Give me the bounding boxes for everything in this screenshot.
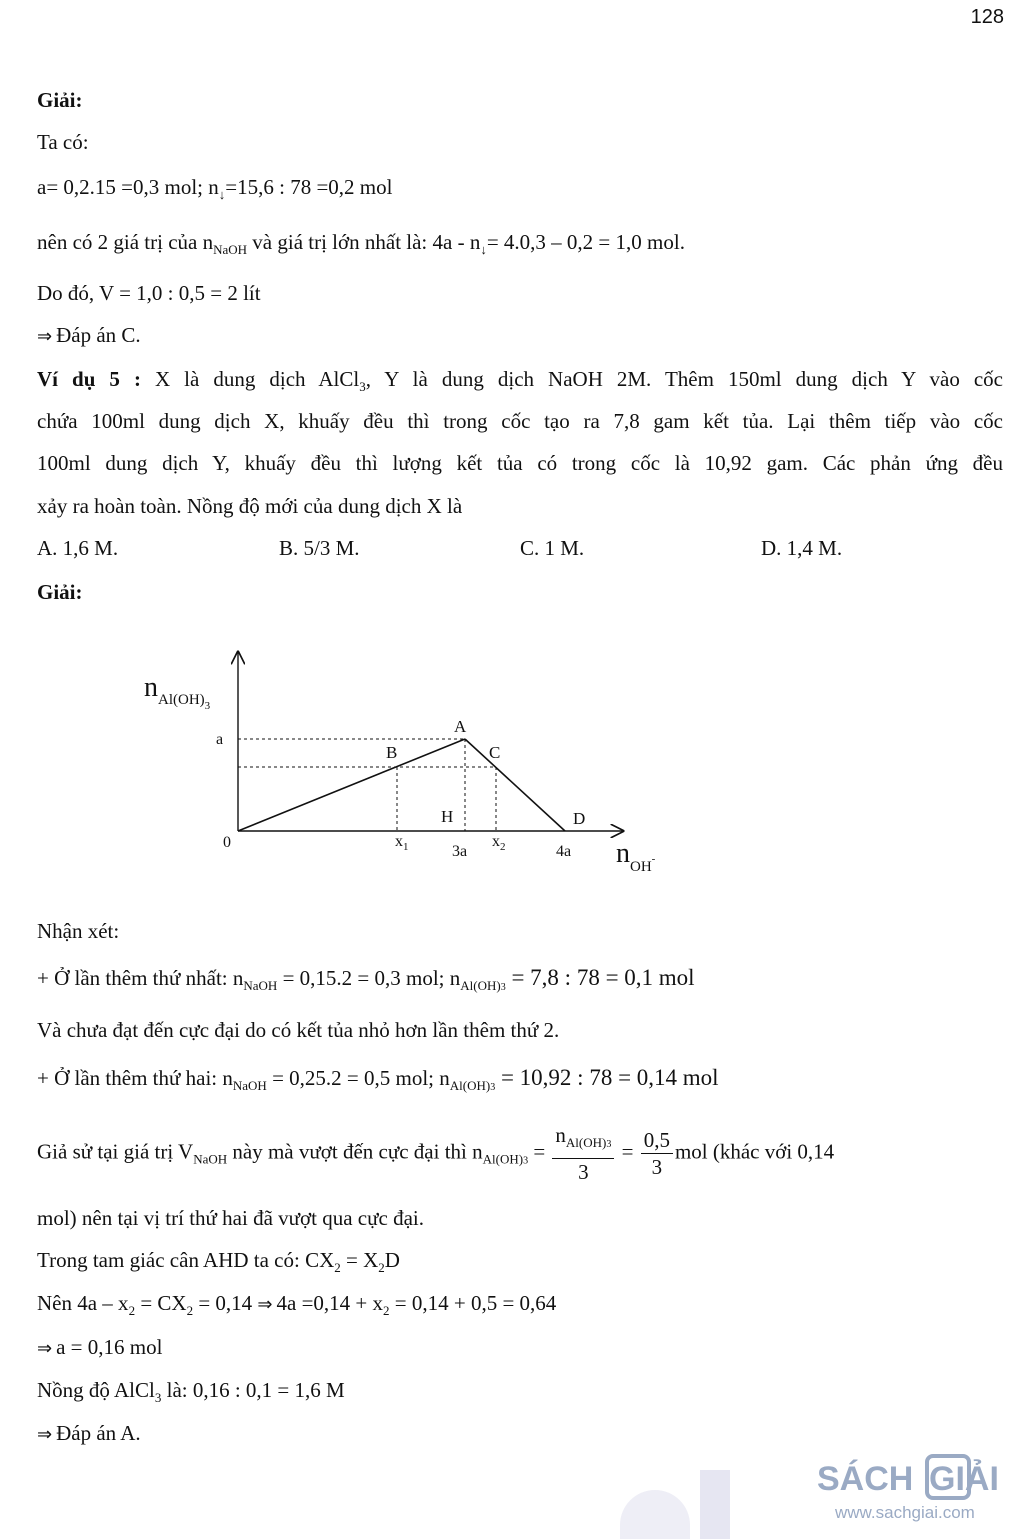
rising-line — [238, 739, 465, 831]
page-number: 128 — [970, 6, 1004, 28]
watermark-url: www.sachgiai.com — [835, 1503, 975, 1522]
svg-text:SÁCH: SÁCH — [817, 1460, 914, 1498]
text-line: ⇒ a = 0,16 mol — [37, 1335, 163, 1359]
implies-arrow-icon: ⇒ — [37, 326, 53, 347]
text-line: nên có 2 giá trị của $n_{NaOH}$ và giá trị lớn nhất là: $4a - n_↓= 4.0,3 - 0,2 = 1,0$ mol. — [37, 230, 685, 257]
text-line: Nồng độ AlCl$_3$ là: 0,16 : 0,1 = 1,6 M — [37, 1378, 345, 1405]
option-c: C. 1 M. — [520, 536, 585, 560]
x-axis-label: $n_{OH}^-$ — [616, 838, 656, 875]
point-d-label: D — [573, 809, 586, 828]
text-line: Trong tam giác cân AHD ta có: $CX_2 = X_2D$ — [37, 1248, 400, 1275]
x-tick-x2: $x_2$ — [492, 833, 506, 853]
answer-line: ⇒ Đáp án C. — [37, 323, 141, 347]
solution-heading: Giải: — [37, 88, 83, 112]
x-tick-4a: 4a — [556, 843, 572, 860]
solution-heading: Giải: — [37, 580, 83, 604]
implies-arrow-icon: ⇒ — [37, 1338, 53, 1359]
y-tick-a: a — [216, 731, 224, 748]
point-b-label: B — [386, 743, 398, 762]
text-line: Do đó, V = 1,0 : 0,5 = 2 lít — [37, 281, 261, 305]
point-h-label: H — [441, 807, 454, 826]
svg-text:GIẢI: GIẢI — [929, 1460, 999, 1498]
option-a: A. 1,6 M. — [37, 536, 119, 560]
text-line: Giả sử tại giá trị $V_{NaOH}$ này mà vượt đến cực đại thì $n_{Al(OH)3}$ = $\frac{n_{Al(OH)3}}{3}$ = $\frac{0,5}{3}$ mol (khác với 0,14 — [37, 1123, 835, 1184]
text-line: mol) nên tại vị trí thứ hai đã vượt qua cực đại. — [37, 1206, 424, 1230]
text-line: a= 0,2.15 =0,3 mol; $n_↓=15,6$ : 78 =0,2 mol — [37, 175, 393, 202]
answer-line: ⇒ Đáp án A. — [37, 1421, 141, 1445]
example-paragraph-line: xảy ra hoàn toàn. Nồng độ mới của dung dịch X là — [37, 494, 463, 518]
text-line: + Ở lần thêm thứ nhất: $n_{NaOH} = 0,15.2 = 0,3$ mol; $n_{Al(OH)3} = 7,8$ : 78 = 0,1 mol — [37, 965, 695, 993]
fraction-n-over-3: $\frac{n_{Al(OH)3}}{3}$ — [552, 1122, 614, 1185]
origin-label: 0 — [223, 834, 231, 851]
decorative-shape — [700, 1470, 730, 1539]
implies-arrow-icon: ⇒ — [37, 1424, 53, 1445]
x-tick-x1: $x_1$ — [395, 833, 409, 853]
text-line: + Ở lần thêm thứ hai: $n_{NaOH} = 0,25.2 = 0,5$ mol; $n_{Al(OH)3} = 10,92$ : 78 = 0,14 mol — [37, 1065, 719, 1093]
implies-arrow-icon: ⇒ — [257, 1294, 273, 1315]
point-c-label: C — [489, 743, 501, 762]
fraction-05-over-3: $\frac{0,5}{3}$ — [641, 1127, 673, 1180]
example-paragraph-line: Ví dụ 5 : X là dung dịch AlCl$_3$, Y là dung dịch NaOH 2M. Thêm 150ml dung dịch Y vào cốc — [37, 367, 1003, 394]
sachgiai-logo — [815, 1440, 1020, 1539]
example-paragraph-line: chứa 100ml dung dịch X, khuấy đều thì trong cốc tạo ra 7,8 gam kết tủa. Lại thêm tiếp vào cốc — [37, 409, 1003, 433]
text-line: Nên $4a - x_2 = CX_2 = 0,14$ ⇒ $4a =0,14 + x_2 = 0,14 + 0,5 = 0,64$ — [37, 1291, 557, 1318]
precipitate-graph — [130, 640, 690, 890]
decorative-shape — [620, 1490, 690, 1539]
text-line: Nhận xét: — [37, 919, 120, 943]
option-d: D. 1,4 M. — [761, 536, 843, 560]
y-axis-label: $n_{Al(OH)}3$ — [144, 672, 211, 712]
option-b: B. 5/3 M. — [279, 536, 360, 560]
x-tick-3a: 3a — [452, 843, 468, 860]
point-a-label: A — [454, 717, 467, 736]
falling-line — [465, 739, 565, 831]
example-paragraph-line: 100ml dung dịch Y, khuấy đều thì lượng kết tủa có trong cốc là 10,92 gam. Các phản ứng đều — [37, 451, 1003, 475]
text-line: Và chưa đạt đến cực đại do có kết tủa nhỏ hơn lần thêm thứ 2. — [37, 1018, 560, 1042]
text-line: Ta có: — [37, 130, 89, 154]
